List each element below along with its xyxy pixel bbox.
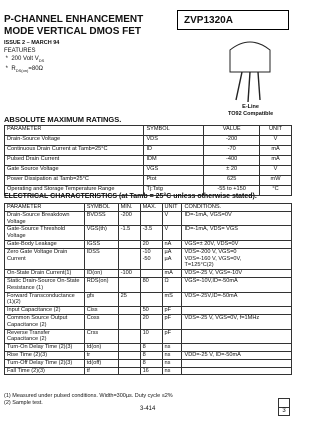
table-cell: Gate-Body Leakage <box>5 240 85 248</box>
table-cell: Coss <box>84 314 118 329</box>
table-cell: ± 20 <box>204 166 260 176</box>
table-row <box>5 367 292 375</box>
table-cell: -1.5 <box>118 226 140 241</box>
table-cell: Rise Time (2)(3) <box>5 351 85 359</box>
table-row <box>5 136 292 146</box>
package-caption <box>228 104 273 117</box>
page-number: 3-414 <box>140 406 156 412</box>
table-cell: VGS=± 20V, VDS=0V <box>182 240 292 248</box>
table-cell: Gate Source Voltage <box>5 166 144 176</box>
table-row <box>5 307 292 315</box>
table-cell: ID=-1mA, VGS=0V <box>182 211 292 226</box>
table-cell: 50 <box>140 307 162 315</box>
table-cell: 16 <box>140 367 162 375</box>
footnotes <box>4 393 173 407</box>
table-cell <box>182 344 292 352</box>
table-cell: °C <box>260 186 292 196</box>
table-cell <box>182 367 292 375</box>
table-cell: mS <box>162 292 182 307</box>
column-header: UNIT <box>260 126 292 136</box>
ec-heading: ELECTRICAL CHARACTERISTICS (at Tamb = 25°C unless otherwise stated). <box>4 193 257 200</box>
table-cell <box>140 211 162 226</box>
table-row <box>5 329 292 344</box>
table-cell <box>118 351 140 359</box>
table-cell: tf <box>84 367 118 375</box>
table-cell: Static Drain-Source On-State Resistance (1) <box>5 277 85 292</box>
column-header: MIN. <box>118 204 140 212</box>
table-cell: Turn-Off Delay Time (2)(3) <box>5 359 85 367</box>
table-cell: -55 to +150 <box>204 186 260 196</box>
table-cell: On-State Drain Current(1) <box>5 270 85 278</box>
table-row <box>5 292 292 307</box>
table-cell <box>182 307 292 315</box>
table-row <box>5 277 292 292</box>
table-cell: RDS(on) <box>84 277 118 292</box>
amr-heading: ABSOLUTE MAXIMUM RATINGS. <box>4 115 122 124</box>
table-cell: V <box>162 211 182 226</box>
table-cell: Pulsed Drain Current <box>5 156 144 166</box>
table-cell: -200 <box>118 211 140 226</box>
table-cell: IGSS <box>84 240 118 248</box>
table-cell: Drain-Source Voltage <box>5 136 144 146</box>
table-row <box>5 351 292 359</box>
table-cell: ID=-1mA, VDS= VGS <box>182 226 292 241</box>
table-row <box>5 156 292 166</box>
table-cell <box>118 248 140 269</box>
table-cell: Power Dissipation at Tamb=25°C <box>5 176 144 186</box>
table-cell: Forward Transconductance (1)(2) <box>5 292 85 307</box>
table-cell: Reverse Transfer Capacitance (2) <box>5 329 85 344</box>
column-header: PARAMETER <box>5 204 85 212</box>
table-cell: ID <box>144 146 204 156</box>
table-cell <box>118 240 140 248</box>
table-cell: Common Source Output Capacitance (2) <box>5 314 85 329</box>
feature-item: * 200 Volt $V_{DS}$ <box>4 56 45 64</box>
section-box-top <box>279 399 289 408</box>
table-cell: VGS(th) <box>84 226 118 241</box>
table-cell: mA <box>260 146 292 156</box>
features <box>4 47 44 75</box>
table-cell: Zero Gate Voltage Drain Current <box>5 248 85 269</box>
table-row <box>5 176 292 186</box>
package-line-1: E-Line <box>242 104 259 110</box>
table-cell: VDD=-25 V, ID=-50mA <box>182 351 292 359</box>
table-cell <box>118 367 140 375</box>
table-cell: V <box>260 136 292 146</box>
table-cell <box>118 359 140 367</box>
table-cell: VDS=-25 V, VGS=0V, f=1MHz <box>182 314 292 329</box>
table-cell: tr <box>84 351 118 359</box>
table-cell: mA <box>162 270 182 278</box>
table-cell: VDS <box>144 136 204 146</box>
table-cell: Continuous Drain Current at Tamb=25°C <box>5 146 144 156</box>
package-drawing <box>210 32 290 112</box>
section-box-number: 3 <box>282 408 286 414</box>
table-row <box>5 314 292 329</box>
table-cell: -10 -50 <box>140 248 162 269</box>
table-header-row <box>5 204 292 212</box>
part-number-box: ZVP1320A <box>177 10 289 30</box>
table-row <box>5 166 292 176</box>
table-cell: -200 <box>204 136 260 146</box>
table-cell: IDM <box>144 156 204 166</box>
table-cell: 625 <box>204 176 260 186</box>
table-cell: V <box>162 226 182 241</box>
issue-label: ISSUE 2 – MARCH 94 <box>4 40 60 46</box>
table-cell: Ptot <box>144 176 204 186</box>
table-cell: -400 <box>204 156 260 166</box>
table-cell: Tj:Tstg <box>144 186 204 196</box>
table-cell: Ciss <box>84 307 118 315</box>
column-header: VALUE <box>204 126 260 136</box>
table-cell: 10 <box>140 329 162 344</box>
table-cell <box>140 292 162 307</box>
table-cell: IDSS <box>84 248 118 269</box>
table-cell: pF <box>162 307 182 315</box>
table-cell: BVDSS <box>84 211 118 226</box>
table-cell <box>182 329 292 344</box>
table-header-row <box>5 126 292 136</box>
table-cell: VDS=-200 V, VGS=0 VDS=-160 V, VGS=0V, T=125°C(2) <box>182 248 292 269</box>
table-cell: 8 <box>140 344 162 352</box>
table-cell: VDS=-25 V, VGS=-10V <box>182 270 292 278</box>
table-cell: -3.5 <box>140 226 162 241</box>
table-row <box>5 270 292 278</box>
footnote: (2) Sample test. <box>4 400 43 406</box>
table-cell: V <box>260 166 292 176</box>
table-cell: gfs <box>84 292 118 307</box>
table-cell: ns <box>162 367 182 375</box>
table-cell: Drain-Source Breakdown Voltage <box>5 211 85 226</box>
table-cell: 25 <box>118 292 140 307</box>
table-row <box>5 146 292 156</box>
table-cell: mW <box>260 176 292 186</box>
footnote: (1) Measured under pulsed conditions. Width=300µs. Duty cycle ≤2% <box>4 393 173 399</box>
table-cell: ns <box>162 351 182 359</box>
title-line-1: P-CHANNEL ENHANCEMENT <box>4 14 144 25</box>
electrical-characteristics-table <box>4 203 292 375</box>
table-cell <box>182 359 292 367</box>
table-cell: Gate-Source Threshold Voltage <box>5 226 85 241</box>
package-line-2: TO92 Compatible <box>228 110 274 117</box>
column-header: PARAMETER <box>5 126 144 136</box>
table-row <box>5 344 292 352</box>
table-cell <box>118 307 140 315</box>
table-cell: ns <box>162 359 182 367</box>
table-cell: nA <box>162 240 182 248</box>
section-box <box>278 398 290 416</box>
feature-item: * $R_{DS(on)}=80\Omega$ <box>4 66 44 74</box>
table-cell: Ω <box>162 277 182 292</box>
title-line-2: MODE VERTICAL DMOS FET <box>4 26 142 37</box>
table-row <box>5 248 292 269</box>
page-title <box>4 14 143 38</box>
table-cell: VGS <box>144 166 204 176</box>
table-cell: 20 <box>140 240 162 248</box>
table-cell: 8 <box>140 359 162 367</box>
table-cell: Fall Time (2)(3) <box>5 367 85 375</box>
table-cell: 80 <box>140 277 162 292</box>
table-row <box>5 211 292 226</box>
table-row <box>5 226 292 241</box>
column-header: MAX. <box>140 204 162 212</box>
table-cell: ns <box>162 344 182 352</box>
table-cell: mA <box>260 156 292 166</box>
table-cell: pF <box>162 314 182 329</box>
table-cell <box>118 344 140 352</box>
table-cell: td(off) <box>84 359 118 367</box>
table-cell: ID(on) <box>84 270 118 278</box>
table-cell <box>140 270 162 278</box>
table-cell: µA µA <box>162 248 182 269</box>
table-row <box>5 240 292 248</box>
column-header: CONDITIONS. <box>182 204 292 212</box>
table-cell: Turn-On Delay Time (2)(3) <box>5 344 85 352</box>
table-cell: 20 <box>140 314 162 329</box>
table-cell: VGS=-10V,ID=-50mA <box>182 277 292 292</box>
table-cell: -70 <box>204 146 260 156</box>
table-cell <box>118 314 140 329</box>
features-heading: FEATURES <box>4 48 36 54</box>
table-cell: VDS=-25V,ID=-50mA <box>182 292 292 307</box>
column-header: SYMBOL <box>84 204 118 212</box>
table-cell <box>118 277 140 292</box>
table-cell: pF <box>162 329 182 344</box>
table-cell: Operating and Storage Temperature Range <box>5 186 144 196</box>
absolute-maximum-ratings-table <box>4 125 292 196</box>
table-cell: Crss <box>84 329 118 344</box>
table-cell <box>118 329 140 344</box>
table-row <box>5 359 292 367</box>
table-cell: td(on) <box>84 344 118 352</box>
table-cell: 8 <box>140 351 162 359</box>
to92-package-icon <box>210 32 290 112</box>
column-header: UNIT <box>162 204 182 212</box>
table-cell: Input Capacitance (2) <box>5 307 85 315</box>
table-cell: -100 <box>118 270 140 278</box>
column-header: SYMBOL <box>144 126 204 136</box>
